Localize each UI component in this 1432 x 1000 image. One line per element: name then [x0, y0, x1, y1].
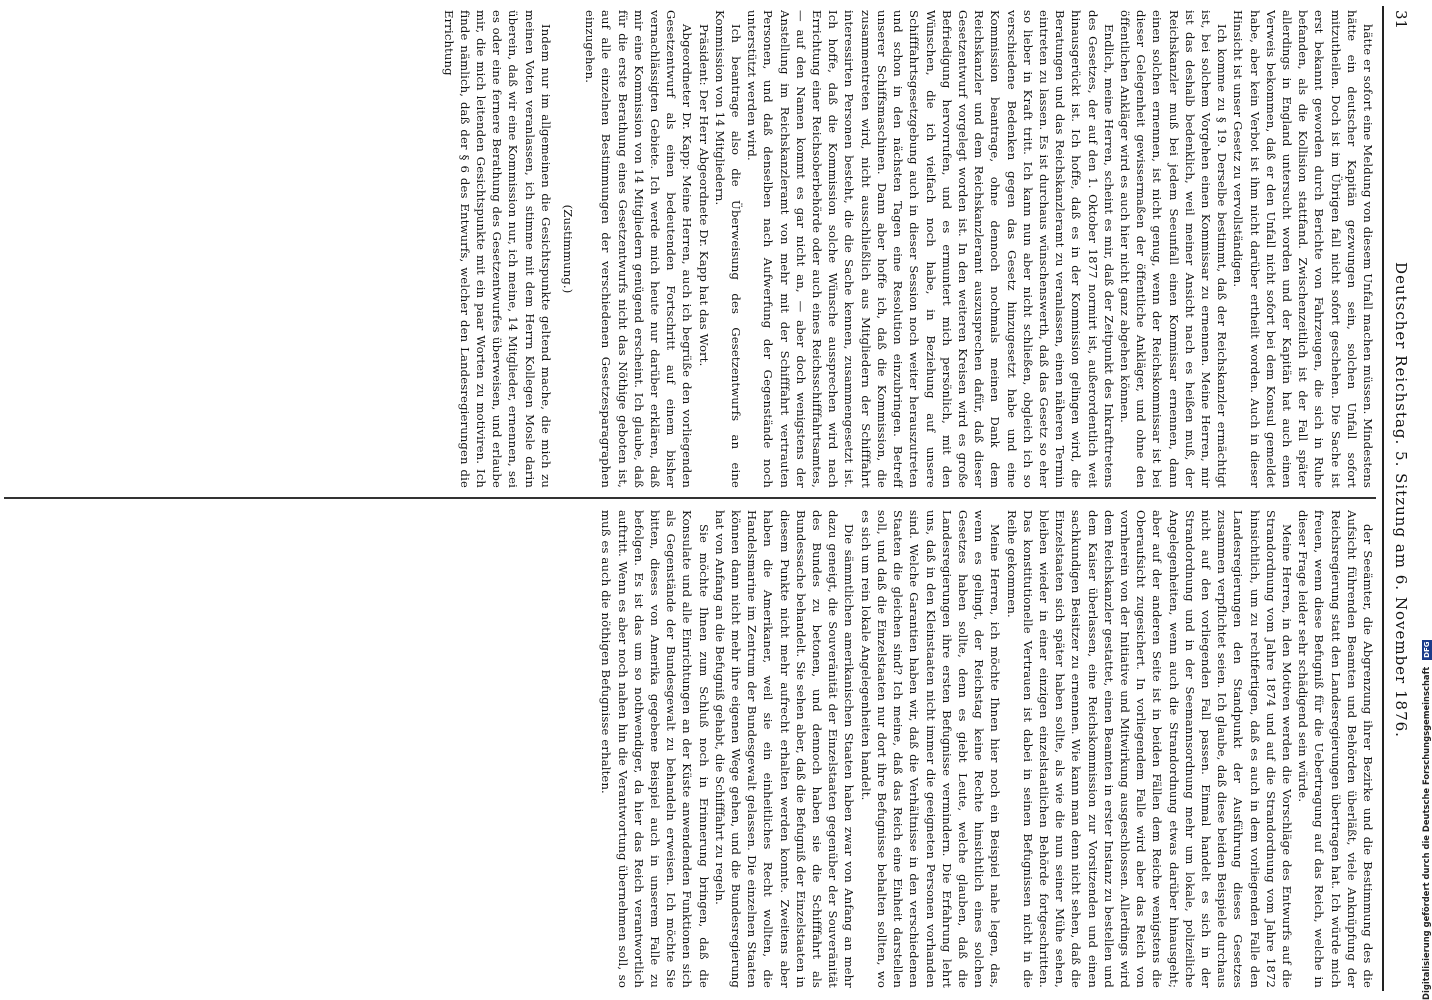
credit-text: Digitalisierung gefördert durch die Deutsche Forschungsgemeinschaft — [1421, 666, 1431, 1000]
paragraph: hätte er sofort eine Meldung von diesem Unfall machen müssen. Mindestens hätte ein deutscher Kapitän gezwungen sein, solchen Unfall sofort mitzutheilen. Doch ist im Übrigen fall nicht sofort geschehen. Die Sache ist erst bekannt geworden durch Berichte von Fahrzeugen, die sich in Ruhe befanden, als die Kollision stattfand. Zwischenzeitlich ist der Fall später allerdings in England untersucht worden und der Kapitän hat auch einen Verweis bekommen, daß er den Unfall nicht sofort bei dem Konsul gemeldet habe, aber kein Verbot ist ihm nicht darüber ertheilt worden. Auch in dieser Hinsicht ist unser Gesetz zu vervollständigen. — [1231, 10, 1375, 488]
paragraph: Die sämmtlichen amerikanischen Staaten haben zwar von Anfang an mehr dazu geneigt, die Souveränität der Einzelstaaten gegenüber der Souveränität des Bundes zu betonen, und dennoch haben sie die Schifffahrt als Bundessache behandelt. Sie sehen aber, daß die Befugniß der Einzelstaaten in diesem Punkte nicht mehr aufrecht erhalten werden konnte. Zweitens aber haben die Amerikaner, weil sie ein einheitliches Recht wollten, die Handelsmarine im Zentrum der Bundesgewalt gelassen. Die einzelnen Staaten können dann nicht mehr ihre eigenen Wege gehen, und die Bundesregierung hat von Anfang an die Befugniß gehabt, die Schifffahrt zu regeln. — [712, 510, 857, 988]
paragraph: Meine Herren, in den Motiven werden die Vorschläge des Entwurfs auf die Strandordnung vom Jahre 1874 und auf die Strandordnung vom Jahre 1872 hinsichtlich, um zu rechtfertigen, daß es auch in dem vorliegenden Falle den Landesregierungen den Standpunkt der Ausführung dieses Gesetzes zusammen verpflichtet seien. Ich glaube, daß diese beiden Beispiele durchaus nicht auf den vorliegenden Fall passen. Einmal handelt es sich in der Strandordnung und in der Seemannsordnung mehr um lokale, polizeiliche Angelegenheiten, wenn auch die Strandordnung etwas darüber hinausgeht; aber auf der anderen Seite ist in beiden Fällen dem Reiche wenigstens die Oberaufsicht zugesichert. In vorliegendem Falle wird aber das Reich von vornherein von der Initiative und Mitwirkung ausgeschlossen. Allerdings wird dem Reichskanzler gestattet, einen Beamten in erster Instanz zu bestellen und dem Kaiser überlassen, eine Reichskommission zur Vorsitzenden und einen sachkundigen Beisitzer zu ernennen. Wie kann man denn nicht sehen, daß die Einzelstaaten sich später haben sollte, als wie die nun seiner Mühe sehen, bleiben wieder in einer einzigen einzelstaatlichen Behörde fortgeschritten. Das konstitutionelle Vertrauen ist dabei in seinen Befugnissen nicht in die Reihe gekommen. — [1004, 510, 1294, 988]
paragraph: Sie möchte Ihnen zum Schluß noch in Erinnerung bringen, daß die Konsulate und alle Einrichtungen an der Küste anwendenden Funktionen sich als Gegenstände der Bundesgewalt zu behandeln erweisen. Ich möchte Sie bitten, dieses von Amerika gegebene Beispiel auch in unserem Falle zu befolgen. Es ist das um so nothwendiger, da hier das Reich verantwortlich auftritt. Wenn es aber noch nahen hin die Verantwortung übernehmen soll, so muß es auch die nöthigen Befugnisse erhalten. — [599, 510, 711, 988]
digitization-credit — [1420, 610, 1432, 1000]
paragraph: Indem nur im allgemeinen die Gesichtspunkte geltend mache, die mich zu meinen Voten veranlassen, ich stimme mit dem Herrn Kollegen Mosle darin überein, daß wir eine Kommission nur, ich meine, 14 Mitglieder, ernennen, sei es oder eine fernere Berathung des Gesetzentwurfes überweisen, und erlaube mir, die mich leitenden Gesichtspunkte mit ein paar Worten zu motiviren. Ich finde nämlich, daß der § 6 des Entwurfs, welcher den Landesregierungen die Errichtung — [441, 10, 553, 488]
header-rule — [1382, 6, 1384, 991]
paragraph: Präsident: Der Herr Abgeordnete Dr. Kapp hat das Wort. — [696, 24, 711, 367]
column-divider — [4, 497, 1376, 499]
running-title: Deutscher Reichstag. 5. Sitzung am 6. November 1876. — [1392, 262, 1410, 738]
dfg-logo: DFG — [1422, 641, 1431, 658]
page-header — [1386, 10, 1416, 990]
paragraph: der Seeämter, die Abgrenzung ihrer Bezirke und die Bestimmung des die Aufsicht führenden Beamten und Behörden überläßt, viele Anknüpfung der Reichsregierung statt den Landesregierungen übertragen hat. Ich würde mich freuen, wenn diese Befugniß für die Uebertragung auf das Reich, welche in dieser Frage leider sehr schädigend sein würde. — [1296, 510, 1375, 988]
paragraph: Endlich, meine Herren, scheint es mir, daß der Zeitpunkt des Inkrafttretens des Gesetzes, der auf den 1. Oktober 1877 normirt ist, außerordentlich weit hinausgerückt ist. Ich hoffe, daß es in der Kommission gelingen wird, die Beratungen und das Reichskanzleramt zu veranlassen, einen näheren Termin eintreten zu lassen. Es ist durchaus wünschenswerth, daß das Gesetz so eher so lieber in Kraft tritt. Ich kann nun aber nicht schließen, obgleich ich so verschiedene Bedenken gegen das Gesetz hinzugesetzt habe und eine Kommission beantrage, ohne dennoch nochmals meinen Dank dem Reichskanzler und dem Reichskanzleramt auszusprechen dafür, daß dieser Gesetzentwurf vorgelegt worden ist. In den weiteren Kreisen wird es große Befriedigung hervorrufen, und es ermuntert mich persönlich, mit den Wünschen, die ich vielfach noch habe, in Beziehung auf unsere Schifffahrtsgesetzgebung auch in dieser Session noch weiter herauszutreten und schon in den nächsten Tagen eine Resolution einzubringen. Betreff unserer Schiffsmaschinen. Dann aber hoffe ich, daß die Kommission, die zusammentreten wird, nicht ausschließlich aus Mitgliedern der Schifffahrt interessirten Personen besteht, die die Sache kennen, zusammengesetzt ist. Ich hoffe, daß die Kommission solche Wünsche aussprechen wird nach Errichtung einer Reichsoberbehörde oder auch eines Reichsschifffahrtsamtes, — auf den Namen kommt es gar nicht an, — aber doch wenigstens der Anstellung im Reichskanzleramt von mehr mit der Schifffahrt vertrauten Personen, und daß denselben nach Aufwerfung der Gegenstände noch unterstützt werden wird. — [745, 10, 1116, 488]
left-column — [6, 10, 1376, 488]
right-column — [6, 510, 1376, 988]
page-number: 31 — [1392, 10, 1410, 30]
paragraph: Abgeordneter Dr. Kapp: Meine Herren, auch ich begrüße den vorliegenden Gesetzentwurf als einen bedeutenden Fortschritt auf einem bisher vernachlässigten Gebiete. Ich werde mich heute nur darüber erklären, daß mir eine Kommission von 14 Mitgliedern genügend erscheint. Ich glaube, daß für die erste Berathung eines Gesetzentwurfs nicht das Nöthige geboten ist, auf alle einzelnen Bestimmungen der verschiedenen Gesetzesparagraphen einzugehen. — [583, 10, 695, 488]
interjection: (Zustimmung.) — [561, 204, 576, 294]
paragraph: Ich beantrage also die Überweisung des Gesetzentwurfs an eine Kommission von 14 Mitgliedern. — [712, 10, 744, 488]
paragraph: Meine Herren, ich möchte Ihnen hier noch ein Beispiel nahe legen, das, wenn es gelingt, der Reichstag keine Rechte hinsichtlich eines solchen Gesetzes haben sollte, denn es giebt Leute, welche glauben, daß die Landesregierungen ihre ersten Befugnisse vermindern. Die Erfahrung lehrt uns, daß in den Kleinstaaten nicht immer die geeigneten Personen vorhanden sind. Welche Garantien haben wir, daß die Verhältnisse in den verschiedenen Staaten die gleichen sind? Ich meine, daß das Reich eine Einheit darstellen soll, und daß die Einzelstaaten nur dort ihre Befugnisse behalten sollten, wo es sich um rein lokale Angelegenheiten handelt. — [858, 510, 1003, 988]
paragraph: Ich komme zu § 19. Derselbe bestimmt, daß der Reichskanzler ermächtigt ist, bei solchem Vorgehen einen Kommissar zu ernennen. Meine Herren, mir ist das deshalb bedenklich, weil meiner Ansicht nach es heißen muß, der Reichskanzler muß bei jedem Seeunfall einen Kommissar ernennen, dann einen solchen ernennen, ist nicht genug, wenn der Reichskommissar ist bei dieser Gelegenheit gewissermaßen der öffentliche Ankläger, und ohne den öffentlichen Ankläger wird es auch hier nicht ganz abgehen können. — [1117, 10, 1230, 488]
